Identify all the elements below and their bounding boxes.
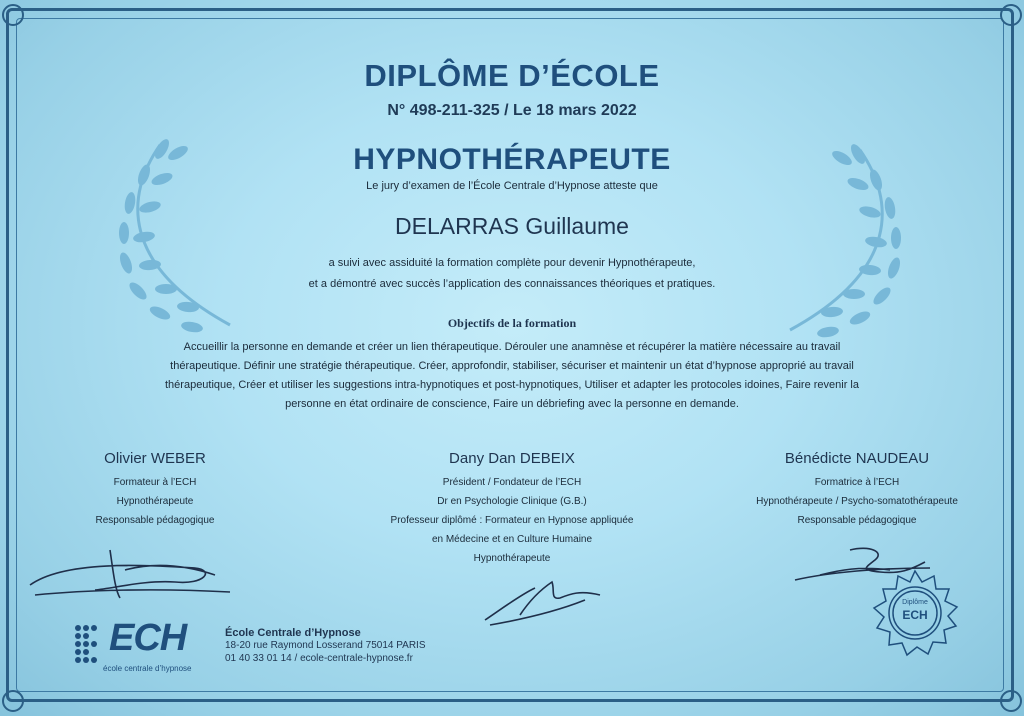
frame-corner-ornament [2, 4, 24, 26]
signatory-name: Dany Dan DEBEIX [449, 450, 575, 467]
jury-statement: Le jury d’examen de l’École Centrale d’Hypnose atteste que [366, 180, 658, 192]
school-address: 18-20 rue Raymond Losserand 75014 PARIS [225, 640, 426, 651]
profession-title: HYPNOTHÉRAPEUTE [353, 143, 671, 176]
frame-corner-ornament [1000, 690, 1022, 712]
ech-logo-subtitle: école centrale d’hypnose [103, 664, 192, 673]
signatory-name: Bénédicte NAUDEAU [784, 450, 930, 467]
signatory-weber [55, 450, 255, 530]
signatory-role: Président / Fondateur de l’ECH [442, 477, 582, 488]
signatory-role: Responsable pédagogique [95, 515, 215, 526]
signatory-role: en Médecine et en Culture Humaine [431, 534, 593, 545]
school-contact: 01 40 33 01 14 / ecole-centrale-hypnose.fr [225, 653, 413, 664]
ech-logo-icon [70, 620, 110, 666]
frame-corner-ornament [1000, 4, 1022, 26]
objectives-text: Accueillir la personne en demande et créer un lien thérapeutique. Dérouler une anamnèse et récupérer la matière nécessaire au travail thérapeutique. Définir une stratégie thérapeutique. Créer, approfondir, stabiliser, sécuriser et maintenir un état d’hypnose approprié au travail thérapeutique, Créer et utiliser les suggestions intra-hypnotiques et post-hypnotiques, Utiliser et adapter les protocoles idoines, Faire revenir la personne en état ordinaire de conscience, Faire un débriefing avec la personne en demande. [165, 341, 859, 410]
signatory-role: Hypnothérapeute / Psycho-somatothérapeute [756, 496, 958, 507]
completion-line: a suivi avec assiduité la formation complète pour devenir Hypnothérapeute, [328, 257, 696, 269]
school-address-block [225, 627, 426, 665]
seal-label-main: ECH [902, 608, 928, 622]
signatory-role: Professeur diplômé : Formateur en Hypnose appliquée [390, 515, 634, 526]
ech-logo-text: ECH [109, 617, 187, 659]
diploma-title: DIPLÔME D’ÉCOLE [364, 58, 660, 93]
signatory-debeix [372, 450, 652, 568]
achievement-line: et a démontré avec succès l’application des connaissances théoriques et pratiques. [308, 278, 716, 290]
signature-debeix [480, 570, 610, 630]
signatory-role: Formateur à l’ECH [113, 477, 197, 488]
frame-corner-ornament [2, 690, 24, 712]
signatory-role: Responsable pédagogique [797, 515, 917, 526]
objectives-heading: Objectifs de la formation [447, 316, 577, 330]
signature-weber [25, 540, 235, 610]
signatory-name: Olivier WEBER [104, 450, 206, 467]
school-name: École Centrale d’Hypnose [225, 627, 361, 639]
signatory-role: Formatrice à l’ECH [814, 477, 900, 488]
seal-label-top: Diplôme [902, 599, 928, 606]
signatory-role: Hypnothérapeute [473, 553, 551, 564]
signatory-naudeau [747, 450, 967, 530]
diploma-number: N° 498-211-325 / Le 18 mars 2022 [387, 102, 637, 119]
recipient-name: DELARRAS Guillaume [395, 213, 629, 239]
signatory-role: Dr en Psychologie Clinique (G.B.) [437, 496, 587, 507]
signatory-role: Hypnothérapeute [116, 496, 194, 507]
